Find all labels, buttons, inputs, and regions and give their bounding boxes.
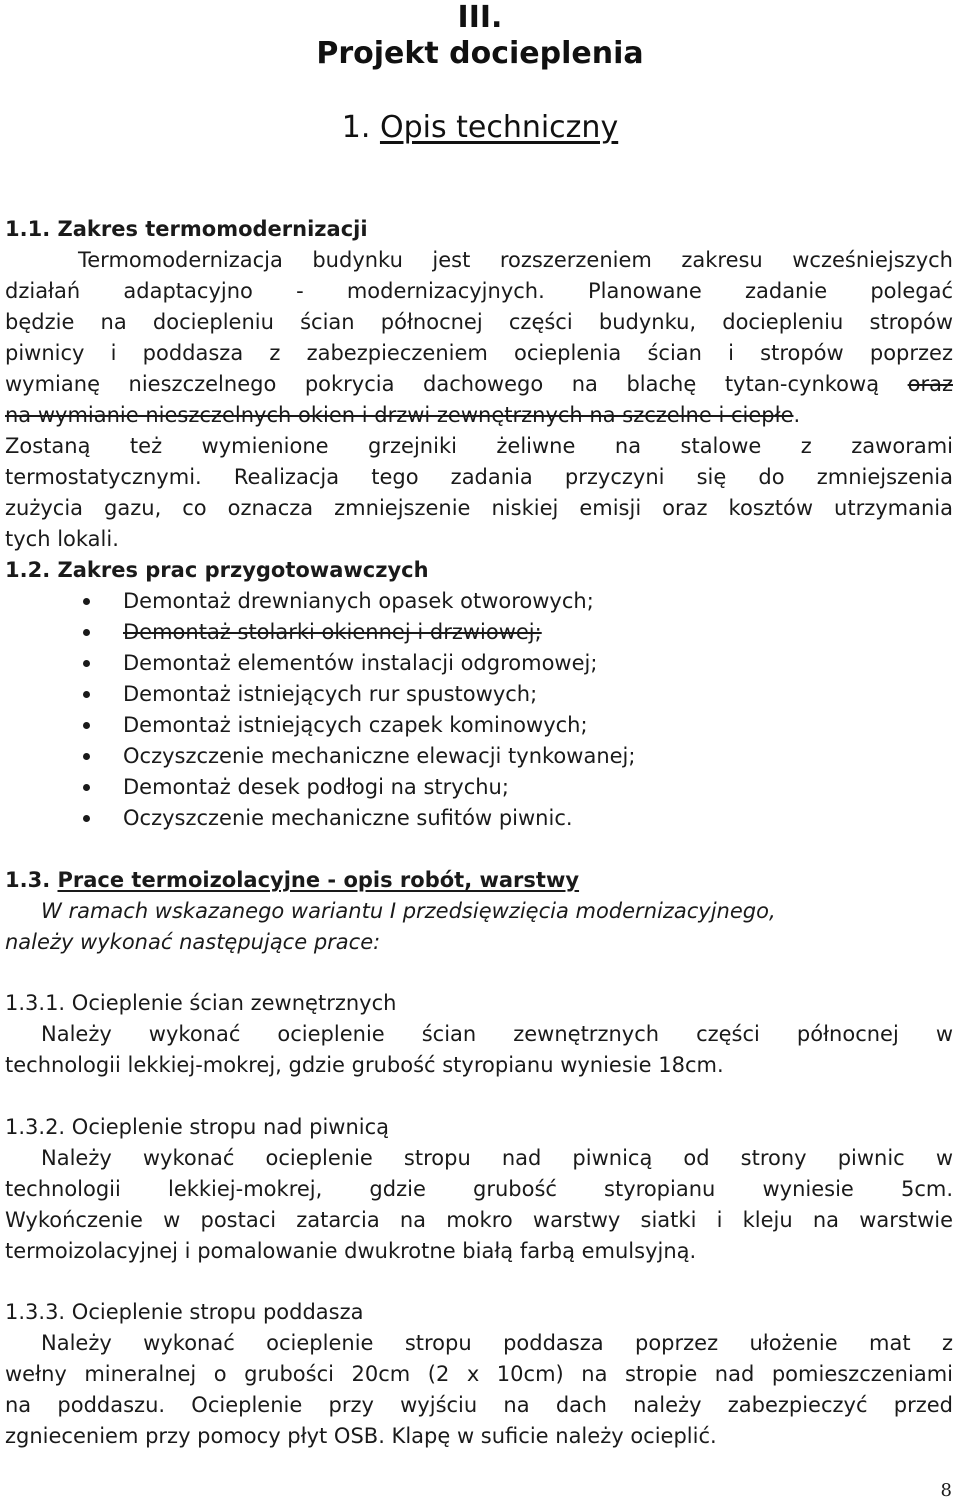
s11-line2: działań adaptacyjno - modernizacyjnych. Planowane zadanie polegać — [5, 279, 953, 303]
bullet-icon — [83, 784, 90, 791]
s11-line6: na wymianie nieszczelnych okien i drzwi zewnętrznych na szczelne i ciepłe. — [5, 403, 801, 427]
s11-line7: Zostaną też wymienione grzejniki żeliwne na stalowe z zaworami — [5, 434, 953, 458]
s131-line1: Należy wykonać ocieplenie ścian zewnętrznych części północnej w — [41, 1022, 953, 1046]
s132-line1: Należy wykonać ocieplenie stropu nad piwnicą od strony piwnic w — [41, 1146, 953, 1170]
list-item: Oczyszczenie mechaniczne sufitów piwnic. — [0, 803, 960, 834]
list-item: Demontaż drewnianych opasek otworowych; — [0, 586, 960, 617]
s132-line3: Wykończenie w postaci zatarcia na mokro warstwy siatki i kleju na warstwie — [5, 1208, 953, 1232]
s131-line2: technologii lekkiej-mokrej, gdzie grubość styropianu wyniesie 18cm. — [5, 1053, 724, 1077]
s132-line2: technologii lekkiej-mokrej, gdzie grubość styropianu wyniesie 5cm. — [5, 1177, 953, 1201]
preparatory-works-list — [0, 586, 960, 834]
struck-text: Demontaż stolarki okiennej i drzwiowej; — [123, 620, 542, 644]
s132-line4: termoizolacyjnej i pomalowanie dwukrotne białą farbą emulsyjną. — [5, 1239, 697, 1263]
s11-line1: Termomodernizacja budynku jest rozszerzeniem zakresu wcześniejszych — [78, 248, 953, 272]
bullet-icon — [83, 660, 90, 667]
s133-line2: wełny mineralnej o grubości 20cm (2 x 10cm) na stropie nad pomieszczeniami — [5, 1362, 953, 1386]
bullet-icon — [83, 629, 90, 636]
bullet-icon — [83, 598, 90, 605]
list-item — [0, 617, 960, 648]
chapter-number: 1. — [341, 110, 371, 145]
bullet-icon — [83, 815, 90, 822]
struck-text: oraz — [907, 372, 953, 396]
section-1-2-heading: 1.2. Zakres prac przygotowawczych — [5, 558, 429, 582]
s13-intro-line1: W ramach wskazanego wariantu I przedsięwzięcia modernizacyjnego, — [41, 899, 776, 923]
bullet-icon — [83, 722, 90, 729]
part-number: III. — [457, 0, 503, 35]
s133-line3: na poddaszu. Ocieplenie przy wyjściu na dach należy zabezpieczyć przed — [5, 1393, 953, 1417]
chapter-title: Opis techniczny — [379, 110, 619, 145]
s11-line8: termostatycznymi. Realizacja tego zadania przyczyni się do zmniejszenia — [5, 465, 953, 489]
list-item: Demontaż elementów instalacji odgromowej; — [0, 648, 960, 679]
s11-line3: będzie na dociepleniu ścian północnej części budynku, dociepleniu stropów — [5, 310, 953, 334]
list-item: Demontaż desek podłogi na strychu; — [0, 772, 960, 803]
struck-text: na wymianie nieszczelnych okien i drzwi zewnętrznych na szczelne i ciepłe — [5, 403, 794, 427]
bullet-icon — [83, 691, 90, 698]
s11-line5: wymianę nieszczelnego pokrycia dachowego na blachę tytan-cynkową oraz — [5, 372, 953, 396]
section-1-3-3-heading: 1.3.3. Ocieplenie stropu poddasza — [5, 1300, 364, 1324]
s133-line1: Należy wykonać ocieplenie stropu poddasza poprzez ułożenie mat z — [41, 1331, 953, 1355]
list-item: Demontaż istniejących czapek kominowych; — [0, 710, 960, 741]
s11-line4: piwnicy i poddasza z zabezpieczeniem ocieplenia ścian i stropów poprzez — [5, 341, 953, 365]
list-item: Oczyszczenie mechaniczne elewacji tynkowanej; — [0, 741, 960, 772]
section-1-1-heading: 1.1. Zakres termomodernizacji — [5, 217, 368, 241]
section-1-3-heading: 1.3. Prace termoizolacyjne - opis robót, warstwy — [5, 868, 580, 892]
chapter-heading — [0, 108, 960, 148]
s13-intro-line2: należy wykonać następujące prace: — [5, 930, 381, 954]
section-1-3-2-heading: 1.3.2. Ocieplenie stropu nad piwnicą — [5, 1115, 390, 1139]
section-1-3-1-heading: 1.3.1. Ocieplenie ścian zewnętrznych — [5, 991, 397, 1015]
list-item: Demontaż istniejących rur spustowych; — [0, 679, 960, 710]
s11-line9: zużycia gazu, co oznacza zmniejszenie niskiej emisji oraz kosztów utrzymania — [5, 496, 953, 520]
bullet-icon — [83, 753, 90, 760]
page-number: 8 — [940, 1480, 952, 1501]
s11-line10: tych lokali. — [5, 527, 119, 551]
part-title: Projekt docieplenia — [316, 36, 644, 71]
s133-line4: zgnieceniem przy pomocy płyt OSB. Klapę w suficie należy ocieplić. — [5, 1424, 717, 1448]
